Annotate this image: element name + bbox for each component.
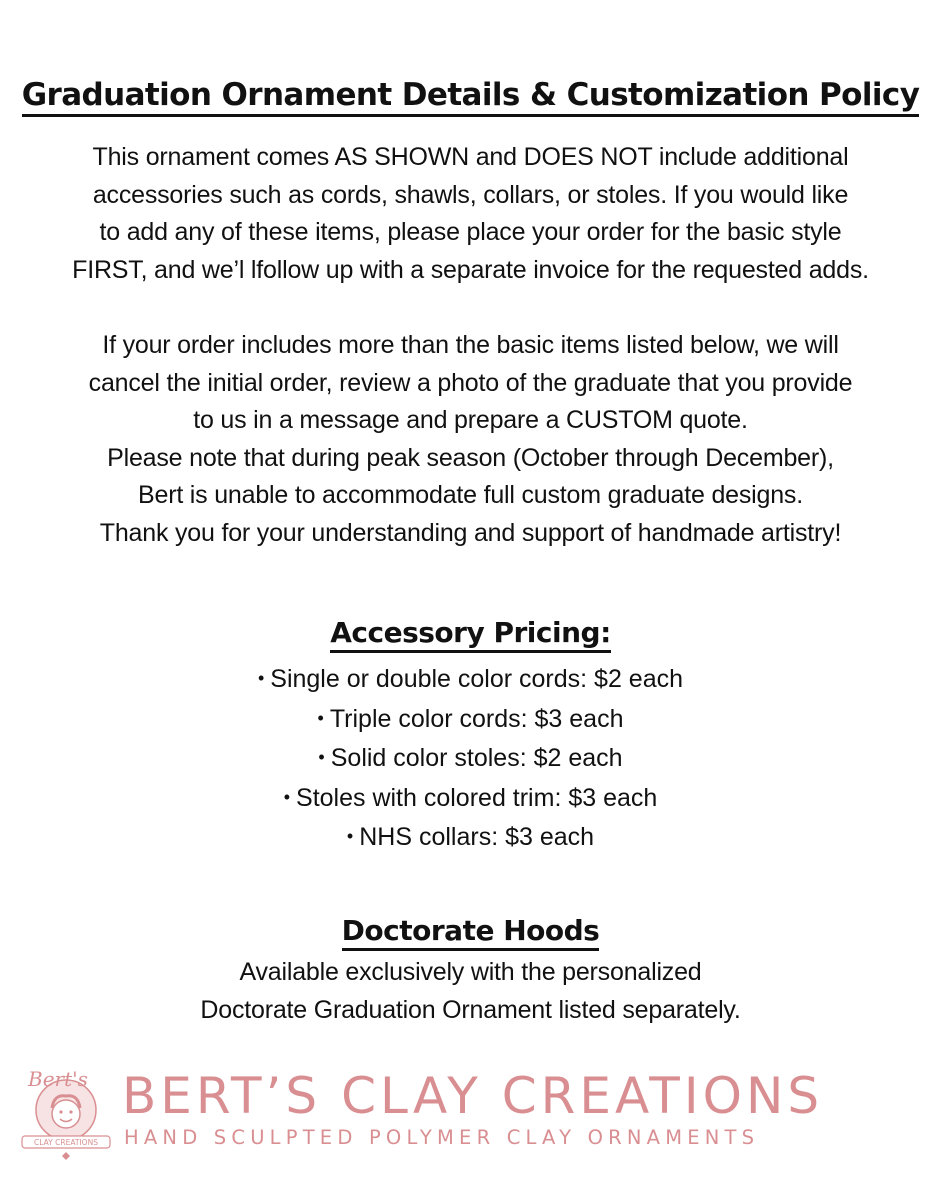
price-item-text: Single or double color cords: $2 each — [270, 665, 684, 693]
accessory-pricing-heading — [0, 613, 941, 653]
accessory-price-list — [0, 661, 941, 859]
doctorate-line: Doctorate Graduation Ornament listed separately. — [200, 995, 741, 1024]
list-item — [0, 819, 941, 859]
custom-order-paragraph — [20, 327, 921, 552]
logo-script-text: Bert's — [28, 1067, 88, 1091]
logo-banner-text: CLAY CREATIONS — [34, 1138, 98, 1147]
intro-line: to add any of these items, please place your order for the basic style — [99, 218, 842, 246]
list-item — [0, 701, 941, 741]
price-item-text: NHS collars: $3 each — [359, 823, 595, 851]
custom-line: If your order includes more than the basic items listed below, we will — [102, 331, 839, 359]
bullet-icon: • — [346, 826, 354, 846]
doctorate-hoods-heading — [0, 911, 941, 951]
price-item-text: Triple color cords: $3 each — [329, 704, 624, 733]
intro-line: accessories such as cords, shawls, collars, or stoles. If you would like — [92, 180, 849, 209]
brand-footer — [0, 1062, 941, 1172]
brand-logo — [20, 1062, 112, 1162]
list-item — [0, 661, 941, 701]
page-title — [0, 73, 941, 117]
doctorate-line: Available exclusively with the personalized — [239, 958, 702, 986]
intro-line: FIRST, and we’l lfollow up with a separate invoice for the requested adds. — [72, 255, 869, 284]
custom-line: Bert is unable to accommodate full custom graduate designs. — [138, 481, 803, 509]
custom-line: to us in a message and prepare a CUSTOM quote. — [193, 406, 748, 434]
bullet-icon: • — [318, 747, 325, 767]
bullet-icon: • — [283, 786, 291, 807]
accessory-pricing-heading-text: Accessory Pricing: — [330, 616, 611, 653]
list-item — [0, 740, 941, 780]
brand-name: BERT’S CLAY CREATIONS — [122, 1067, 824, 1125]
custom-line: cancel the initial order, review a photo of the graduate that you provide — [88, 368, 853, 397]
brand-tagline: HAND SCULPTED POLYMER CLAY ORNAMENTS — [124, 1126, 760, 1149]
doctorate-hoods-heading-text: Doctorate Hoods — [342, 914, 600, 951]
bullet-icon: • — [257, 668, 265, 688]
intro-line: This ornament comes AS SHOWN and DOES NOT include additional — [92, 143, 849, 171]
page-title-text: Graduation Ornament Details & Customization Policy — [22, 77, 920, 117]
price-item-text: Stoles with colored trim: $3 each — [296, 783, 658, 812]
custom-line: Please note that during peak season (October through December), — [107, 443, 834, 472]
doctorate-paragraph — [20, 954, 921, 1029]
intro-paragraph — [20, 139, 921, 289]
list-item — [0, 780, 941, 820]
bullet-icon: • — [317, 707, 324, 728]
price-item-text: Solid color stoles: $2 each — [330, 744, 623, 772]
custom-line: Thank you for your understanding and support of handmade artistry! — [99, 518, 842, 547]
